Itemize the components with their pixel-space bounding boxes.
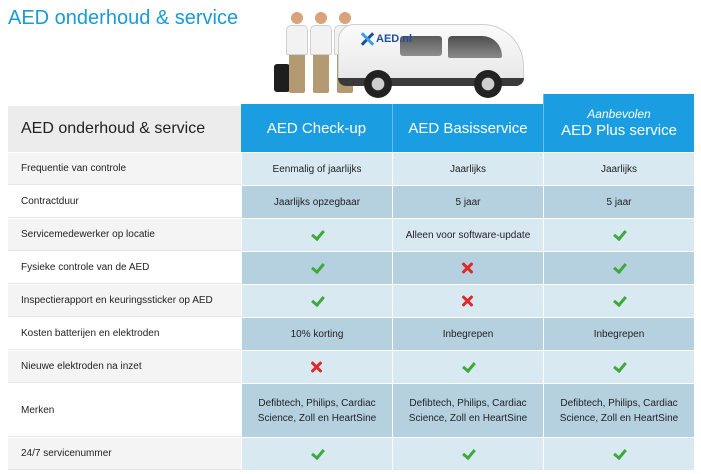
feature-label: Frequentie van controle xyxy=(8,153,241,185)
plan-cell xyxy=(241,318,392,350)
cell-text: Defibtech, Philips, Cardiac xyxy=(258,397,376,409)
plan-cell xyxy=(543,438,694,470)
cell-text: Defibtech, Philips, Cardiac xyxy=(409,397,527,409)
table-row xyxy=(8,284,696,317)
plan-cell xyxy=(241,285,392,317)
feature-label: Merken xyxy=(8,384,241,437)
check-icon xyxy=(310,447,324,461)
plan-cell xyxy=(392,186,543,218)
check-icon xyxy=(461,447,475,461)
check-icon xyxy=(310,228,324,242)
feature-label: Inspectierapport en keuringssticker op AED xyxy=(8,285,241,317)
cell-text: Inbegrepen xyxy=(442,328,494,340)
check-icon xyxy=(612,294,626,308)
table-row xyxy=(8,317,696,350)
plan-cell xyxy=(241,252,392,284)
plan-cell xyxy=(392,219,543,251)
plan-cell xyxy=(543,153,694,185)
plan-cell xyxy=(543,351,694,383)
page-title: AED onderhoud & service xyxy=(8,7,239,29)
check-icon xyxy=(461,360,475,374)
plan-cell xyxy=(543,219,694,251)
plan-cell xyxy=(392,384,543,437)
van-windshield xyxy=(448,36,502,58)
plan-cell xyxy=(241,438,392,470)
cell-text: Alleen voor software-update xyxy=(405,229,531,241)
table-body xyxy=(8,152,696,470)
cell-text: 5 jaar xyxy=(606,196,632,208)
plan-cell xyxy=(241,219,392,251)
check-icon xyxy=(612,447,626,461)
cell-text: Science, Zoll en HeartSine xyxy=(257,412,377,424)
plan-name: AED Plus service xyxy=(561,122,677,139)
plan-cell xyxy=(392,318,543,350)
cell-text: Science, Zoll en HeartSine xyxy=(559,412,679,424)
table-row xyxy=(8,437,696,470)
feature-label: Contractduur xyxy=(8,186,241,218)
check-icon xyxy=(612,360,626,374)
plan-cell xyxy=(543,384,694,437)
plan-name: AED Basisservice xyxy=(408,119,528,137)
technician-figure xyxy=(286,12,308,96)
cell-text: Jaarlijks opzegbaar xyxy=(273,196,361,208)
plan-cell xyxy=(241,186,392,218)
plan-cell xyxy=(543,186,694,218)
plan-header-plus-service xyxy=(543,94,694,152)
plan-cell xyxy=(241,351,392,383)
feature-label: Fysieke controle van de AED xyxy=(8,252,241,284)
plan-cell xyxy=(392,153,543,185)
aed-logo xyxy=(360,32,412,46)
feature-label: Kosten batterijen en elektroden xyxy=(8,318,241,350)
cross-icon xyxy=(311,361,323,373)
feature-label: 24/7 servicenummer xyxy=(8,438,241,470)
check-icon xyxy=(612,228,626,242)
cell-text: Jaarlijks xyxy=(449,163,487,175)
plan-cell xyxy=(543,318,694,350)
recommended-tag: Aanbevolen xyxy=(587,107,651,121)
cross-icon xyxy=(462,262,474,274)
cell-text: Jaarlijks xyxy=(600,163,638,175)
plan-cell xyxy=(241,384,392,437)
hero-illustration xyxy=(268,4,530,104)
table-row xyxy=(8,218,696,251)
cell-text: Inbegrepen xyxy=(593,328,645,340)
technician-figure xyxy=(310,12,332,96)
table-row xyxy=(8,251,696,284)
plan-cell xyxy=(392,252,543,284)
plan-cell xyxy=(543,252,694,284)
feature-label: Nieuwe elektroden na inzet xyxy=(8,351,241,383)
check-icon xyxy=(310,261,324,275)
plan-cell xyxy=(392,351,543,383)
plan-name: AED Check-up xyxy=(266,119,367,137)
plan-cell xyxy=(392,438,543,470)
cross-icon xyxy=(462,295,474,307)
table-row xyxy=(8,383,696,437)
plan-header-check-up xyxy=(241,104,392,152)
logo-text: AED.nl xyxy=(376,33,413,45)
cell-text: Defibtech, Philips, Cardiac xyxy=(560,397,678,409)
table-row xyxy=(8,152,696,185)
plan-cell xyxy=(241,153,392,185)
feature-label: Servicemedewerker op locatie xyxy=(8,219,241,251)
logo-icon xyxy=(360,32,374,46)
table-row xyxy=(8,185,696,218)
plan-cell xyxy=(543,285,694,317)
plan-header-basisservice xyxy=(392,104,543,152)
check-icon xyxy=(612,261,626,275)
cell-text: Science, Zoll en HeartSine xyxy=(408,412,528,424)
table-row xyxy=(8,350,696,383)
plan-cell xyxy=(392,285,543,317)
cell-text: 5 jaar xyxy=(455,196,481,208)
cell-text: Eenmalig of jaarlijks xyxy=(272,163,362,175)
table-header-row xyxy=(8,94,696,152)
check-icon xyxy=(310,294,324,308)
table-header-feature: AED onderhoud & service xyxy=(8,106,241,152)
cell-text: 10% korting xyxy=(290,328,344,340)
comparison-table xyxy=(8,94,696,470)
